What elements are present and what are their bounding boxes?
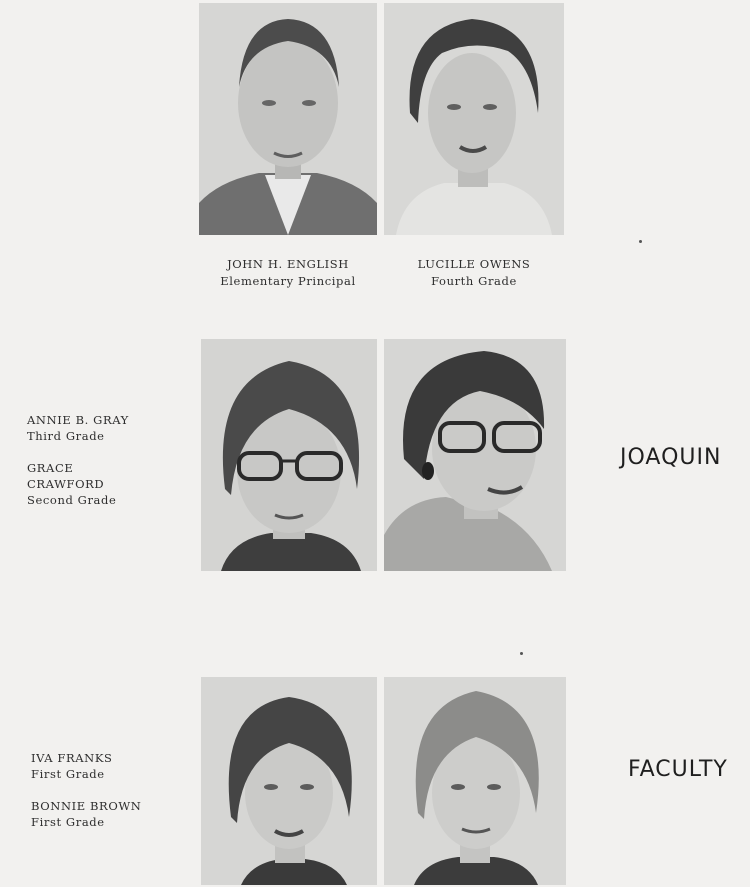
faculty-name-line-1: GRACE — [27, 461, 74, 475]
portrait-grace-crawford — [384, 339, 566, 571]
faculty-role: Second Grade — [27, 493, 117, 507]
side-caption-row-2 — [27, 412, 187, 508]
portrait-john-english-image — [199, 3, 377, 235]
print-speck — [520, 652, 523, 655]
portrait-john-english — [199, 3, 377, 235]
faculty-name: JOHN H. ENGLISH — [227, 257, 349, 271]
faculty-role: Elementary Principal — [220, 274, 356, 288]
portrait-lucille-owens — [384, 3, 564, 235]
caption-john-english — [195, 256, 381, 290]
faculty-name-line-2: CRAWFORD — [27, 477, 105, 491]
faculty-name: LUCILLE OWENS — [417, 257, 531, 271]
print-speck — [639, 240, 642, 243]
faculty-role: Third Grade — [27, 429, 105, 443]
portrait-bonnie-brown — [384, 677, 566, 885]
faculty-role: First Grade — [31, 815, 105, 829]
faculty-name: ANNIE B. GRAY — [27, 413, 129, 427]
portrait-bonnie-brown-image — [384, 677, 566, 885]
portrait-lucille-owens-image — [384, 3, 564, 235]
portrait-annie-gray-image — [201, 339, 377, 571]
portrait-grace-crawford-image — [384, 339, 566, 571]
portrait-iva-franks-image — [201, 677, 377, 885]
heading-joaquin: JOAQUIN — [620, 445, 722, 470]
portrait-iva-franks — [201, 677, 377, 885]
side-caption-row-3 — [31, 750, 191, 830]
portrait-annie-gray — [201, 339, 377, 571]
heading-faculty: FACULTY — [628, 757, 728, 782]
caption-lucille-owens — [381, 256, 567, 290]
faculty-name: BONNIE BROWN — [31, 799, 142, 813]
faculty-role: First Grade — [31, 767, 105, 781]
faculty-role: Fourth Grade — [431, 274, 517, 288]
faculty-name: IVA FRANKS — [31, 751, 113, 765]
